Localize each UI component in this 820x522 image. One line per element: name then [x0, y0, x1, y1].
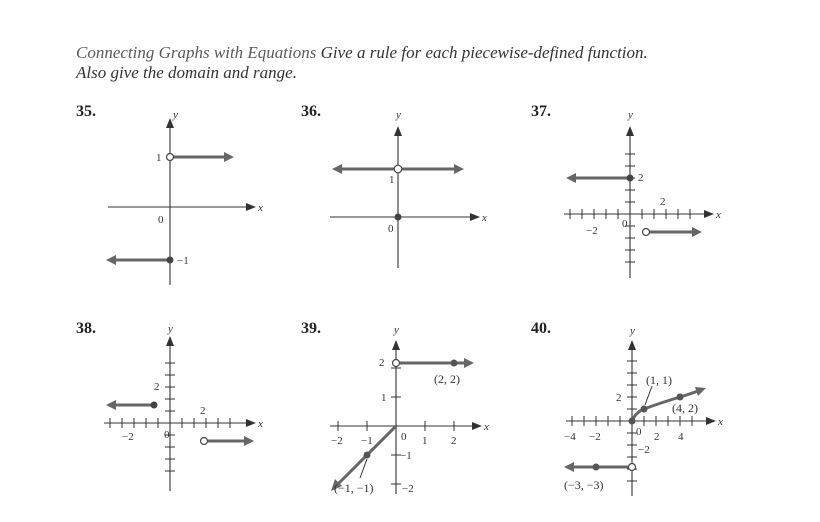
y-axis-arrow — [626, 126, 634, 136]
x-axis-label: x — [482, 212, 487, 224]
y-axis-label: y — [168, 323, 173, 335]
y-axis-label: y — [630, 325, 635, 337]
x-label-4: 4 — [678, 431, 684, 443]
y-axis-arrow — [628, 340, 636, 350]
y-axis-arrow — [166, 336, 174, 346]
origin-label: 0 — [388, 223, 394, 235]
x-axis-label: x — [718, 416, 723, 428]
x-axis-arrow — [472, 422, 482, 430]
y-axis-label: y — [628, 109, 633, 121]
left-arrow — [332, 164, 342, 174]
right-arrow — [454, 164, 464, 174]
point-label-1-1: (1, 1) — [646, 373, 672, 387]
x-axis-label: x — [258, 202, 263, 214]
y-label-1: 1 — [381, 392, 387, 404]
y-label-neg2: −2 — [402, 483, 414, 495]
problem-number-38: 38. — [76, 320, 96, 337]
label-1: 1 — [389, 174, 395, 186]
instruction-line2: Also give the domain and range. — [76, 63, 297, 82]
section-title: Connecting Graphs with Equations — [76, 43, 317, 62]
closed-point — [627, 175, 634, 182]
origin-label: 0 — [636, 426, 642, 438]
y-label-2: 2 — [638, 172, 644, 184]
problem-number-40: 40. — [531, 320, 551, 337]
origin-label: 0 — [401, 431, 407, 443]
x-label-neg2: −2 — [589, 431, 601, 443]
graph-37 — [556, 110, 736, 290]
x-label-neg2: −2 — [122, 431, 134, 443]
open-point — [394, 165, 402, 173]
upper-ray-arrow — [224, 152, 234, 162]
point-0-0 — [629, 418, 636, 425]
y-label-neg2: −2 — [638, 444, 650, 456]
point-neg1-neg1 — [364, 452, 371, 459]
origin-label: 0 — [622, 218, 628, 230]
right-ray-arrow — [244, 436, 254, 446]
x-axis-arrow — [706, 417, 716, 425]
x-axis-arrow — [470, 213, 480, 221]
y-label-2: 2 — [616, 392, 622, 404]
right-ray-arrow — [692, 227, 702, 237]
y-axis-label: y — [173, 109, 178, 121]
lower-ray-arrow — [564, 462, 574, 472]
left-ray-arrow — [106, 400, 116, 410]
open-point — [201, 438, 208, 445]
open-point — [643, 229, 650, 236]
label-neg1: −1 — [177, 255, 189, 267]
x-axis-label: x — [716, 209, 721, 221]
point-leader-1-1 — [645, 386, 652, 405]
point-label-4-2: (4, 2) — [672, 401, 698, 415]
x-label-2: 2 — [660, 196, 666, 208]
problem-number-35: 35. — [76, 103, 96, 120]
left-ray-arrow — [566, 173, 576, 183]
y-axis-arrow — [394, 126, 402, 136]
y-label-neg1: −1 — [400, 450, 412, 462]
closed-point — [167, 257, 174, 264]
x-label-2: 2 — [200, 405, 206, 417]
y-label-2: 2 — [379, 357, 385, 369]
lower-ray-arrow — [106, 255, 116, 265]
graph-40 — [556, 326, 746, 502]
problem-number-39: 39. — [301, 320, 321, 337]
x-axis-label: x — [258, 418, 263, 430]
origin-label: 0 — [164, 429, 170, 441]
x-label-neg2: −2 — [331, 435, 343, 447]
graph-35 — [100, 110, 270, 290]
open-point — [629, 464, 636, 471]
point-1-1 — [641, 406, 648, 413]
x-label-neg1: −1 — [361, 435, 373, 447]
curve-arrow — [695, 387, 706, 396]
x-axis-arrow — [246, 203, 256, 211]
problem-number-36: 36. — [301, 103, 321, 120]
graph-39 — [326, 326, 506, 506]
graph-36 — [326, 110, 496, 290]
closed-point — [395, 214, 402, 221]
point-label-neg3-neg3: (−3, −3) — [564, 478, 604, 492]
closed-point — [151, 402, 158, 409]
point-label-neg1-neg1: (−1, −1) — [334, 481, 374, 495]
point-neg3-neg3 — [593, 464, 600, 471]
y-label-2: 2 — [154, 381, 160, 393]
x-axis-arrow — [704, 210, 714, 218]
instruction-text: Give a rule for each piecewise-defined function. — [316, 43, 648, 62]
open-point — [167, 154, 174, 161]
x-axis-label: x — [484, 421, 489, 433]
y-axis-label: y — [394, 324, 399, 336]
open-point — [393, 360, 400, 367]
origin-label: 0 — [158, 214, 164, 226]
point-2-2 — [451, 360, 458, 367]
x-label-neg2: −2 — [586, 225, 598, 237]
instructions — [76, 43, 796, 83]
problem-number-37: 37. — [531, 103, 551, 120]
point-4-2 — [677, 394, 684, 401]
x-label-2: 2 — [451, 435, 457, 447]
point-label-2-2: (2, 2) — [434, 372, 460, 386]
x-axis-arrow — [246, 419, 256, 427]
y-axis-label: y — [396, 109, 401, 121]
upper-ray-arrow — [464, 358, 474, 368]
y-axis-arrow — [392, 340, 400, 350]
x-label-1: 1 — [422, 435, 428, 447]
graph-38 — [100, 323, 280, 496]
x-label-2: 2 — [654, 431, 660, 443]
label-1: 1 — [156, 152, 162, 164]
x-label-neg4: −4 — [564, 431, 576, 443]
